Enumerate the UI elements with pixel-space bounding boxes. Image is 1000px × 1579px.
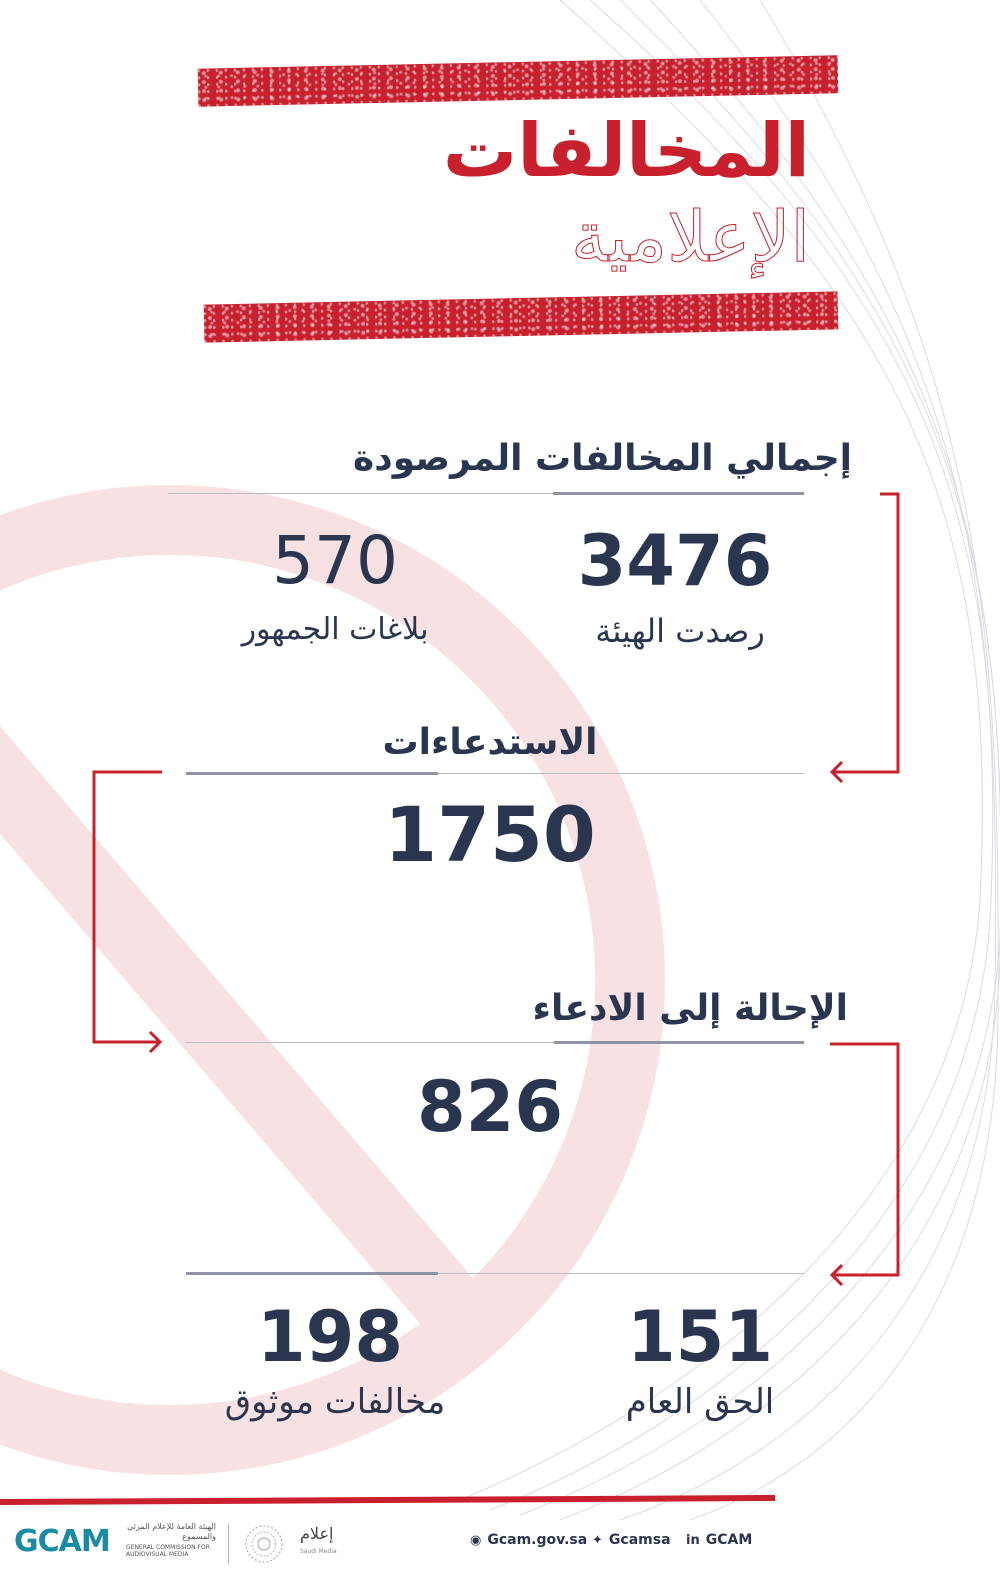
authority-label: رصدت الهيئة	[595, 612, 765, 650]
public-right-count: 151	[626, 1296, 774, 1378]
website-text: Gcam.gov.sa	[487, 1532, 588, 1548]
title-stamp	[190, 52, 840, 357]
stamp-bottom-bar	[204, 291, 839, 342]
public-reports-label: بلاغات الجمهور	[241, 612, 429, 647]
linkedin-icon: in	[686, 1533, 700, 1548]
public-right-label: الحق العام	[625, 1382, 775, 1422]
ilam-name-ar: إعلام	[300, 1524, 334, 1543]
gcam-logo: GCAM	[14, 1524, 110, 1559]
summons-divider	[186, 772, 804, 775]
public-reports-count: 570	[272, 522, 398, 599]
documented-violations-label: مخالفات موثوق	[224, 1382, 446, 1422]
footer-separator	[228, 1524, 229, 1564]
globe-icon: ◉	[470, 1533, 482, 1548]
referral-count: 826	[416, 1066, 564, 1148]
summons-count: 1750	[384, 790, 596, 879]
linkedin-text: GCAM	[705, 1532, 753, 1548]
footer-accent-line	[0, 1495, 775, 1505]
stamp-top-bar	[198, 55, 839, 106]
stamp-title-line1: المخالفات	[442, 108, 810, 194]
ilam-name-sub: Saudi Media	[300, 1548, 337, 1555]
linkedin-link[interactable]	[686, 1532, 752, 1548]
total-violations-heading: إجمالي المخالفات المرصودة	[353, 438, 852, 479]
twitter-link[interactable]	[592, 1532, 671, 1548]
website-link[interactable]	[470, 1532, 587, 1548]
gcam-name-en: GENERAL COMMISSION FOR AUDIOVISUAL MEDIA	[126, 1544, 210, 1558]
footer	[0, 1510, 1000, 1579]
referral-divider	[186, 1041, 804, 1044]
gcam-name-ar: الهيئة العامة للإعلام المرئي والمسموع	[127, 1522, 216, 1541]
twitter-text: Gcamsa	[608, 1532, 671, 1548]
stamp-title-line2: الإعلامية	[570, 196, 810, 278]
twitter-icon: ✦	[592, 1533, 603, 1548]
referral-heading: الإحالة إلى الادعاء	[532, 988, 848, 1029]
ilam-emblem-icon	[240, 1522, 288, 1566]
outcome-divider	[186, 1272, 804, 1275]
total-divider	[168, 492, 804, 495]
summons-heading: الاستدعاءات	[382, 722, 598, 763]
documented-violations-count: 198	[256, 1296, 404, 1378]
authority-count: 3476	[577, 520, 773, 602]
